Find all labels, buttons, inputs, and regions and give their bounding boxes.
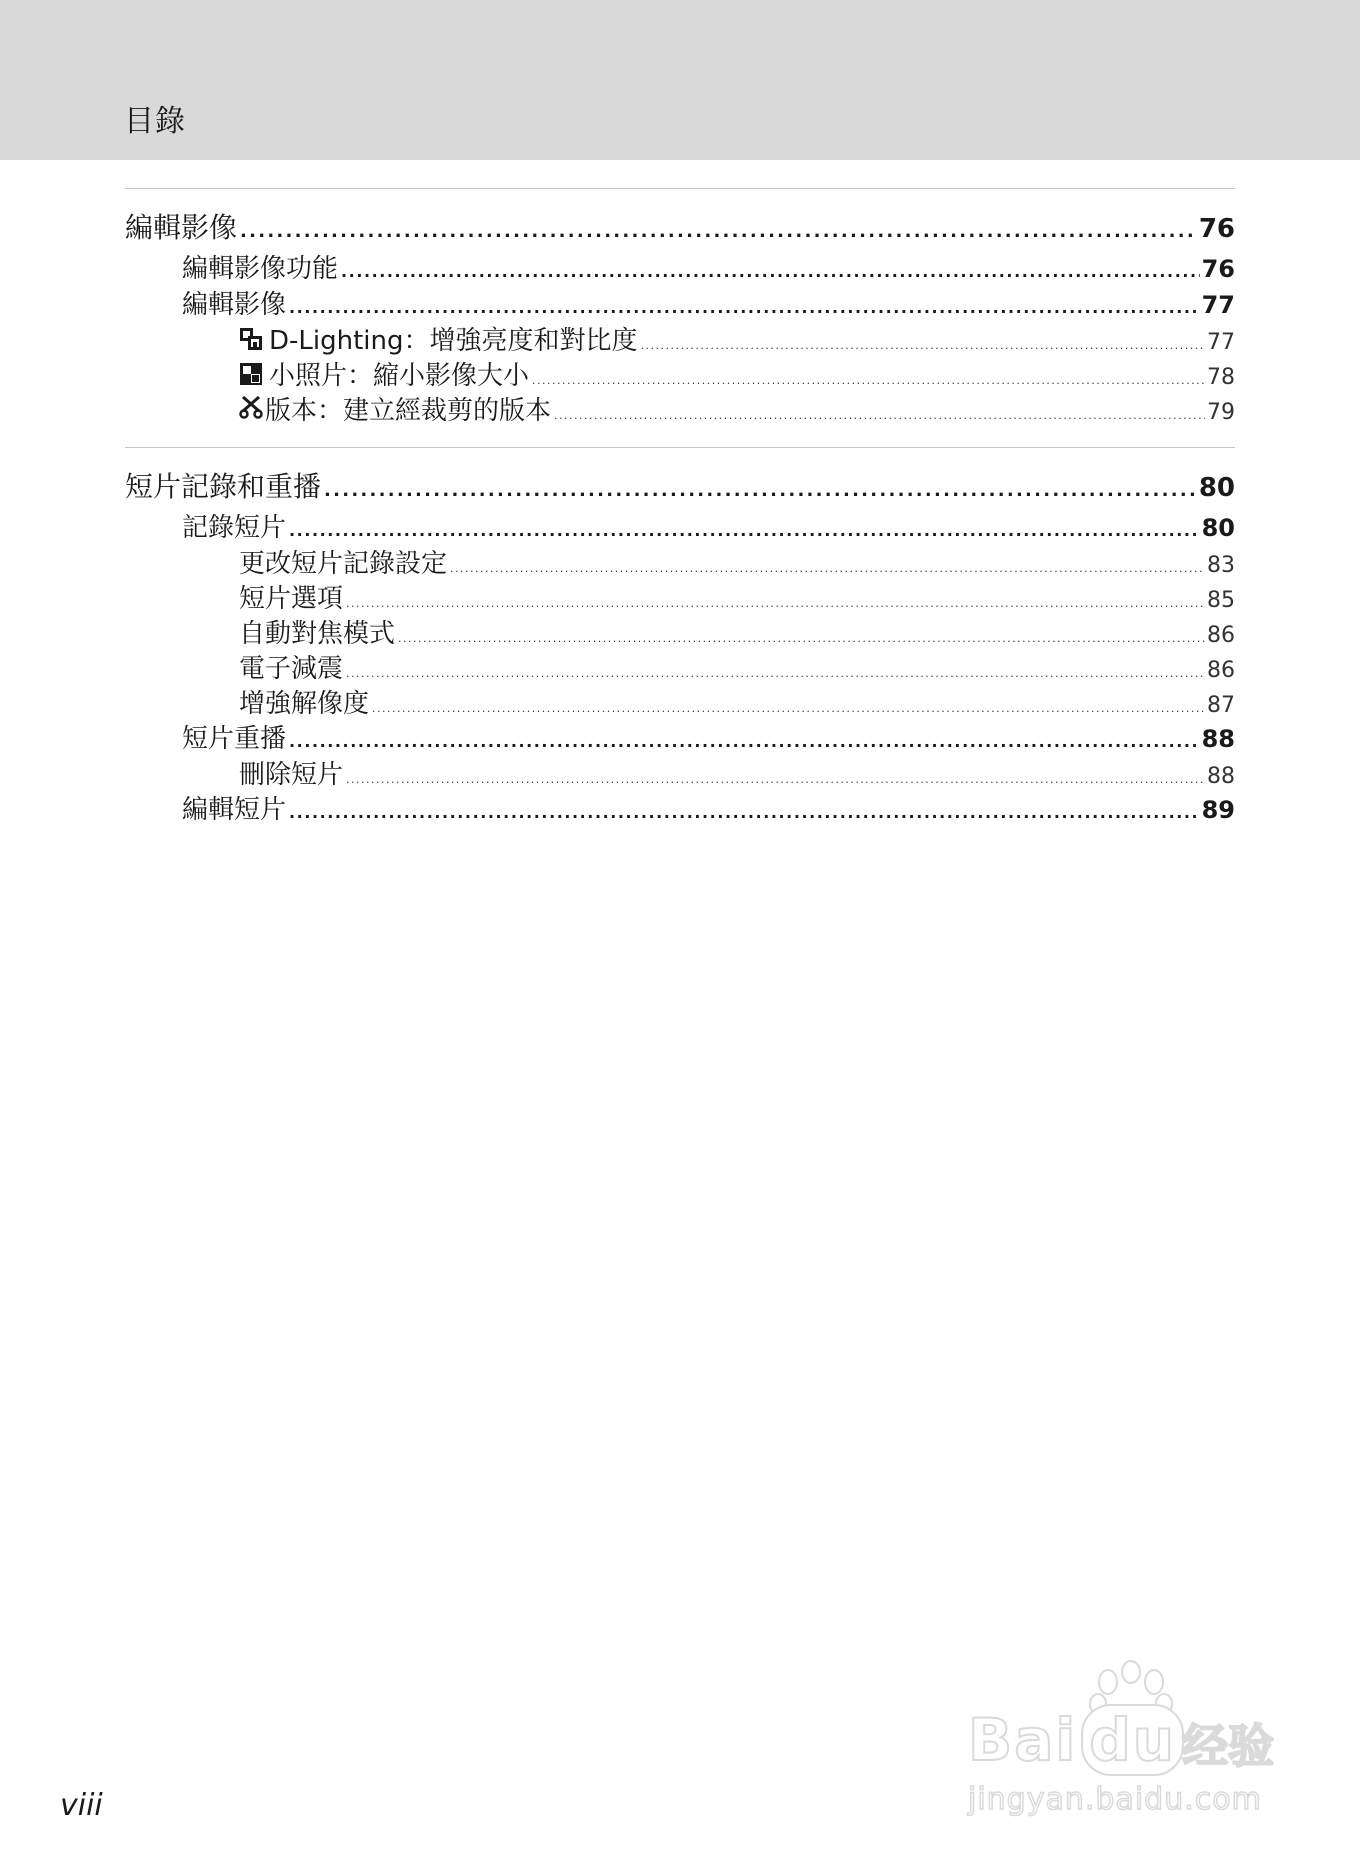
watermark-url: jingyan.baidu.com [968, 1782, 1262, 1817]
toc-entry-page: 76 [1201, 255, 1235, 283]
toc-entry-page: 87 [1207, 693, 1235, 718]
toc-entry[interactable] [182, 248, 1235, 285]
toc-subentry[interactable] [239, 543, 1235, 580]
toc-entry-page: 89 [1201, 796, 1235, 824]
toc-entry-page: 80 [1198, 473, 1235, 503]
toc-entry-label: 編輯影像功能 [182, 254, 339, 284]
dot-leader [372, 702, 1205, 715]
toc-entry-label: 短片記錄和重播 [125, 470, 322, 503]
dot-leader [324, 480, 1197, 501]
toc-entry[interactable] [182, 789, 1235, 826]
watermark-brand: Bai du [968, 1704, 1184, 1776]
toc-entry-page: 85 [1207, 588, 1235, 613]
toc-entry-page: 86 [1207, 623, 1235, 648]
toc-entry-label: 短片重播 [182, 724, 287, 754]
toc-entry-page: 83 [1207, 553, 1235, 578]
dot-leader [346, 773, 1205, 786]
toc-entry-section[interactable] [125, 206, 1235, 246]
toc-entry[interactable] [182, 284, 1235, 321]
toc-entry-label: 編輯影像 [182, 290, 287, 320]
toc-entry-page: 80 [1201, 514, 1235, 542]
toc-entry-label: 短片選項 [239, 584, 344, 614]
toc-subentry[interactable] [239, 320, 1235, 357]
dot-leader [289, 732, 1200, 751]
toc-subentry[interactable] [239, 648, 1235, 685]
small-picture-icon [239, 362, 263, 386]
dot-leader [240, 221, 1197, 242]
toc-entry-label: 刪除短片 [239, 760, 344, 790]
toc-entry-page: 78 [1207, 365, 1235, 390]
dot-leader [398, 632, 1205, 645]
dot-leader [289, 803, 1200, 822]
toc-entry-page: 79 [1207, 400, 1235, 425]
dot-leader [341, 262, 1200, 281]
section-divider [125, 188, 1235, 189]
toc-entry-label: 版本：建立經裁剪的版本 [265, 396, 552, 426]
toc-entry-page: 76 [1198, 214, 1235, 244]
toc-entry-label: 記錄短片 [182, 513, 287, 543]
scissors-icon [239, 395, 263, 419]
toc-entry-label: 編輯短片 [182, 795, 287, 825]
toc-entry-label: D-Lighting：增強亮度和對比度 [269, 326, 638, 356]
dot-leader [641, 339, 1206, 352]
header-band [0, 0, 1360, 160]
dot-leader [532, 374, 1205, 387]
toc-entry-label: 更改短片記錄設定 [239, 549, 448, 579]
toc-entry-label: 小照片：縮小影像大小 [269, 361, 530, 391]
toc-subentry[interactable] [239, 613, 1235, 650]
toc-subentry[interactable] [239, 683, 1235, 720]
toc-subentry[interactable] [239, 754, 1235, 791]
toc-entry-page: 77 [1201, 291, 1235, 319]
dot-leader [289, 521, 1200, 540]
d-lighting-icon [239, 327, 263, 351]
toc-entry[interactable] [182, 718, 1235, 755]
watermark-brand-cjk: 经验 [1182, 1719, 1274, 1773]
toc-entry-label: 電子減震 [239, 654, 344, 684]
toc-entry-label: 增強解像度 [239, 689, 370, 719]
toc-subentry[interactable] [239, 578, 1235, 615]
toc-entry[interactable] [182, 507, 1235, 544]
dot-leader [346, 597, 1205, 610]
page-number: viii [60, 1788, 103, 1823]
toc-entry-label: 編輯影像 [125, 211, 238, 244]
toc-entry-page: 88 [1201, 725, 1235, 753]
toc-subentry[interactable] [239, 390, 1235, 427]
dot-leader [554, 409, 1205, 422]
toc-entry-page: 86 [1207, 658, 1235, 683]
toc-entry-section[interactable] [125, 465, 1235, 505]
dot-leader [450, 562, 1205, 575]
toc-entry-page: 88 [1207, 764, 1235, 789]
dot-leader [346, 667, 1205, 680]
dot-leader [289, 298, 1200, 317]
toc-entry-label: 自動對焦模式 [239, 619, 396, 649]
toc-entry-page: 77 [1207, 330, 1235, 355]
section-divider [125, 447, 1235, 448]
baidu-watermark [968, 1660, 1286, 1820]
page-title: 目錄 [124, 104, 186, 139]
toc-subentry[interactable] [239, 355, 1235, 392]
